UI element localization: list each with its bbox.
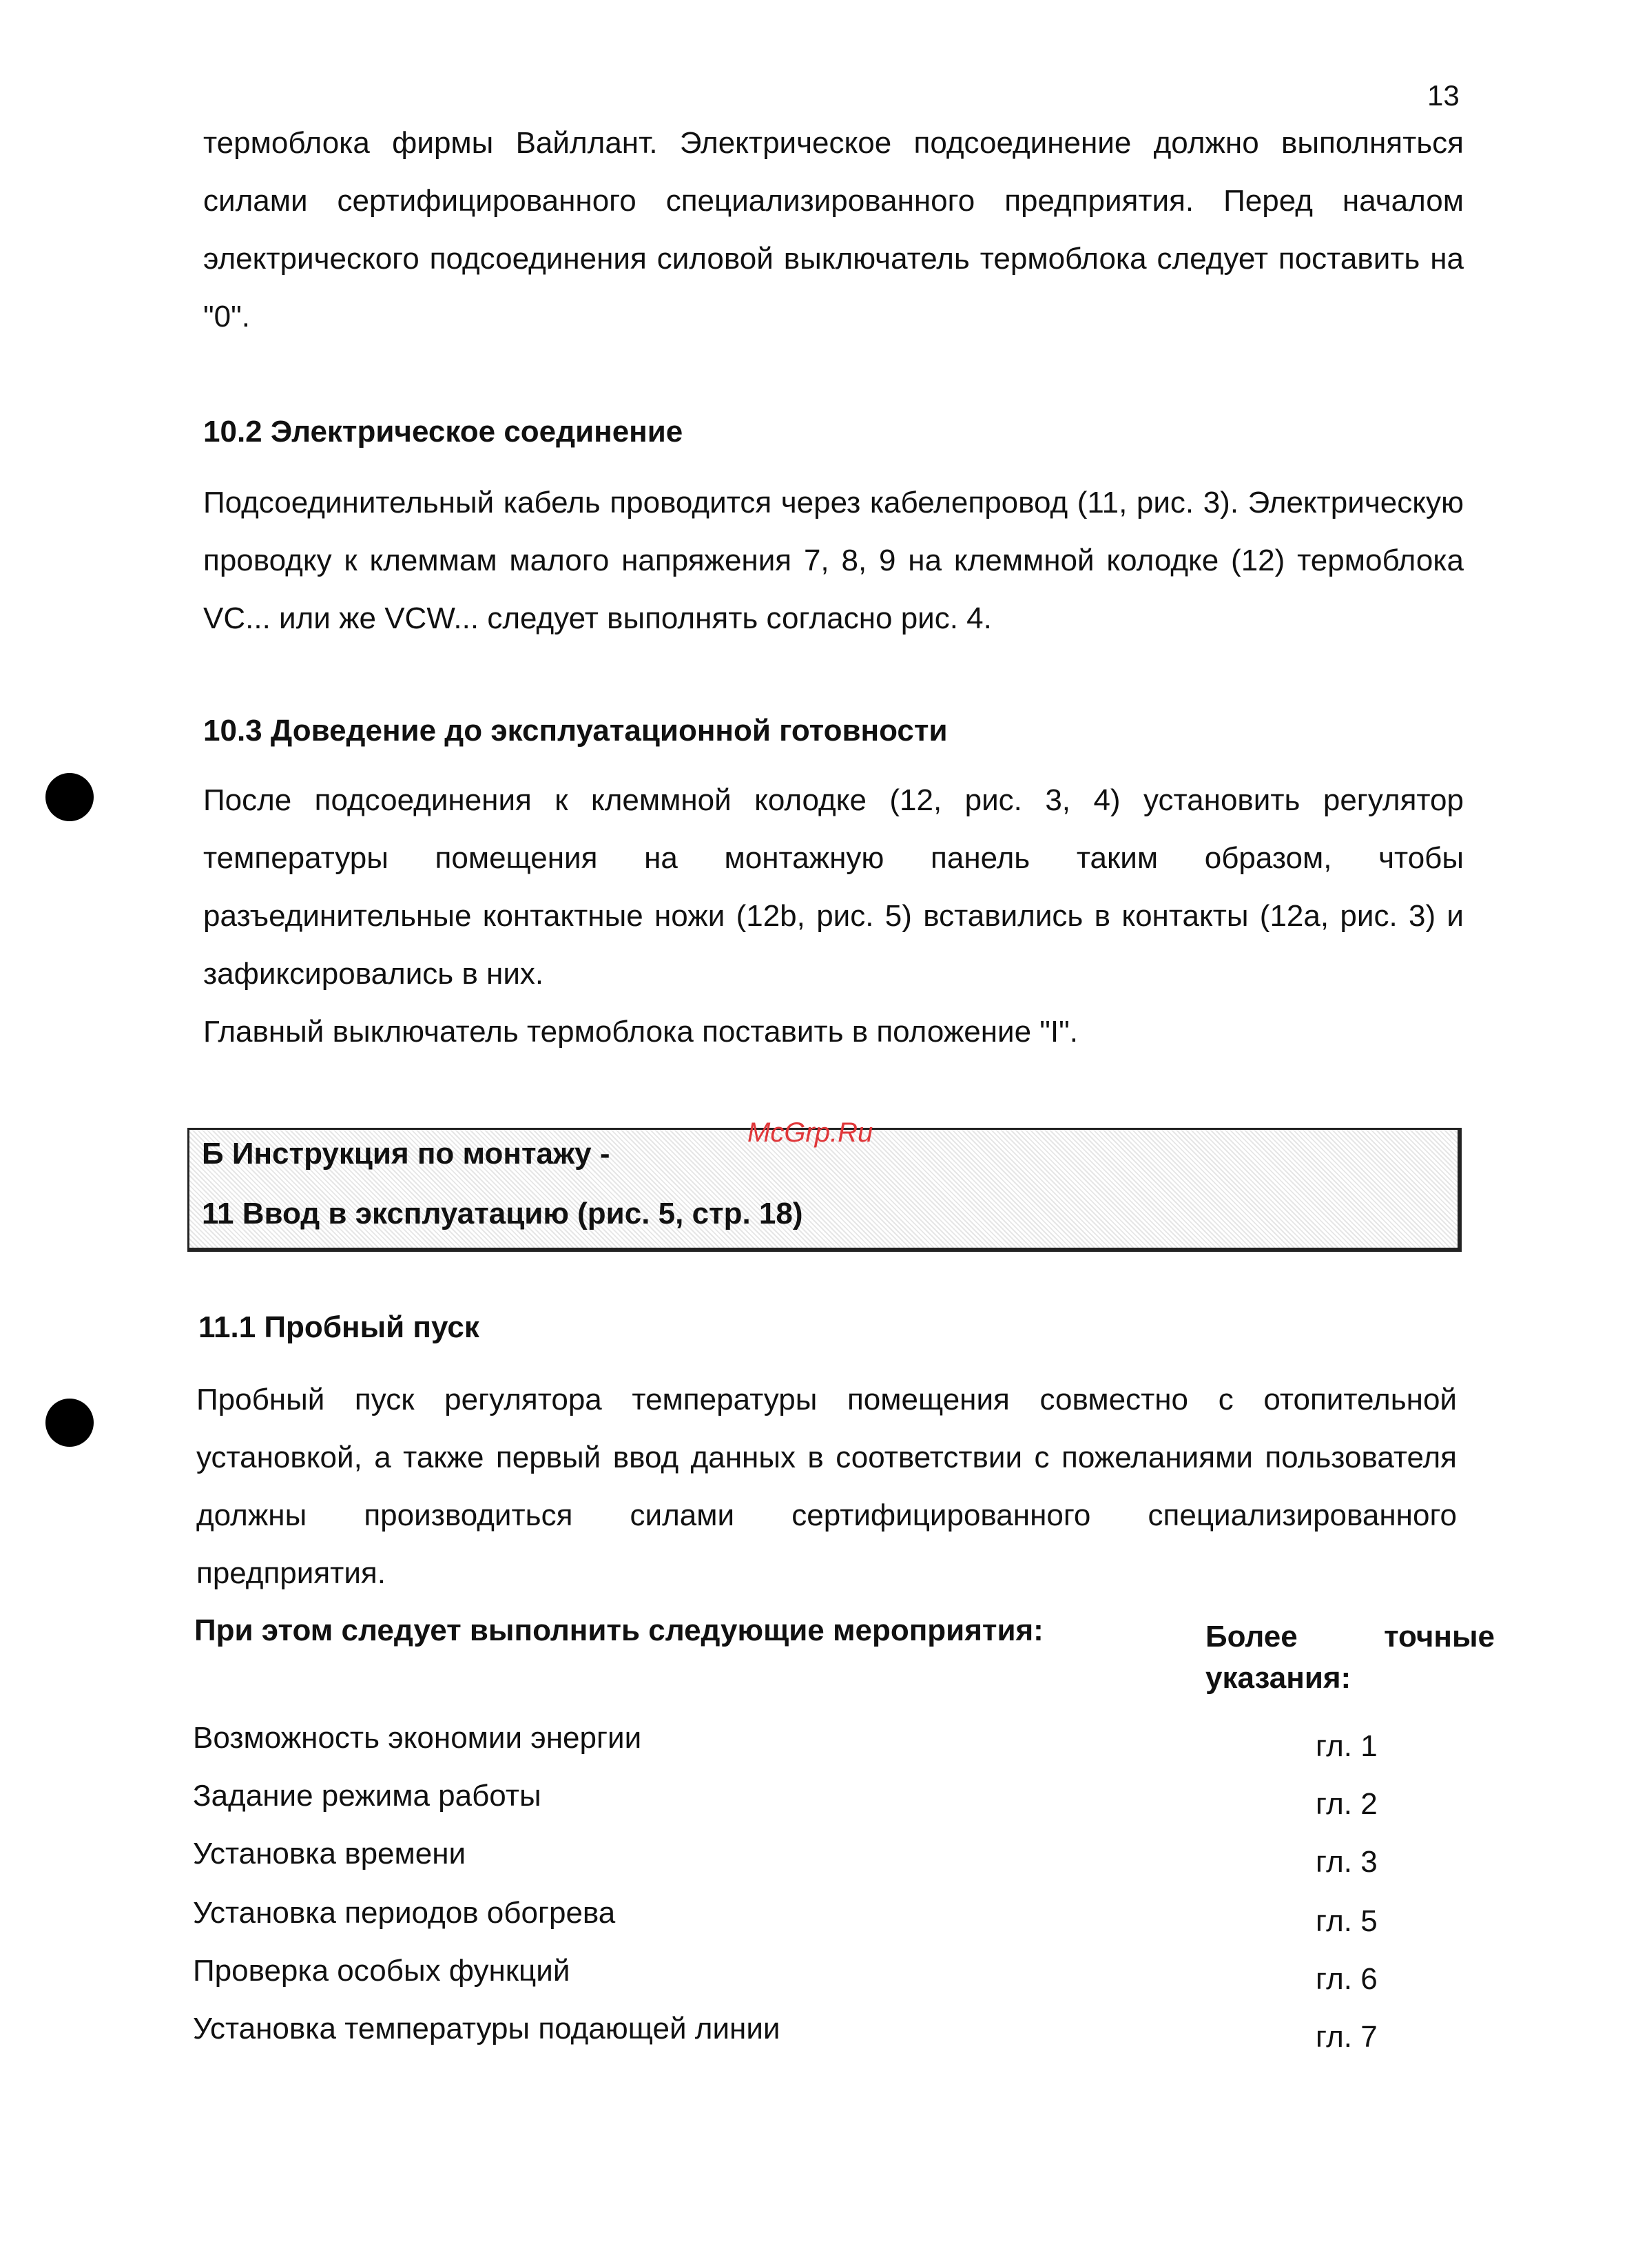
task-label: Проверка особых функций (193, 1954, 570, 1988)
task-label: Установка температуры подающей линии (193, 2012, 780, 2045)
references-header (1205, 1616, 1495, 1699)
task-reference: гл. 7 (1316, 2020, 1378, 2054)
references-header-line-2: указания: (1205, 1661, 1351, 1695)
task-reference: гл. 3 (1316, 1845, 1378, 1879)
task-row (193, 1779, 1398, 1820)
section-10-3-paragraph: После подсоединения к клеммной колодке (12, рис. 3, 4) установить регулятор температуры помещения на монтажную панель таким образом, чтобы разъединительные контактные ножи (12b, рис. 5) вставились в контакты (12a, рис. 3) и зафиксировались в них. (203, 783, 1464, 991)
task-row (193, 1721, 1398, 1762)
task-label: Задание режима работы (193, 1779, 541, 1813)
task-row (193, 2012, 1398, 2053)
intro-paragraph: термоблока фирмы Вайллант. Электрическое подсоединение должно выполняться силами сертифицированного специализированного предприятия. Перед началом электрического подсоединения силовой выключатель термоблока следует поставить на "0". (203, 126, 1464, 333)
task-row (193, 1896, 1398, 1937)
section-10-2-paragraph: Подсоединительный кабель проводится через кабелепровод (11, рис. 3). Электрическую проводку к клеммам малого напряжения 7, 8, 9 на клеммной колодке (12) термоблока VC... или же VCW... следует выполнять согласно рис. 4. (203, 486, 1464, 635)
section-10-3-heading: 10.3 Доведение до эксплуатационной готовности (203, 714, 948, 748)
section-11-1-paragraph: Пробный пуск регулятора температуры помещения совместно с отопительной установкой, а также первый ввод данных в соответствии с пожеланиями пользователя должны производиться силами сертифицированного специализированного предприятия. (196, 1383, 1457, 1590)
task-label: Установка времени (193, 1837, 466, 1870)
task-row (193, 1837, 1398, 1878)
box-title-line-2: 11 Ввод в эксплуатацию (рис. 5, стр. 18) (202, 1197, 803, 1230)
section-10-3-paragraph-2: Главный выключатель термоблока поставить в положение "I". (203, 1015, 1078, 1049)
box-title-line-1: Б Инструкция по монтажу - (202, 1137, 610, 1171)
task-label: Возможность экономии энергии (193, 1721, 642, 1755)
task-row (193, 1954, 1398, 1995)
section-11-1-heading: 11.1 Пробный пуск (198, 1310, 479, 1344)
task-label: Установка периодов обогрева (193, 1896, 616, 1930)
watermark: McGrp.Ru (747, 1117, 873, 1148)
task-reference: гл. 5 (1316, 1904, 1378, 1938)
task-reference: гл. 1 (1316, 1729, 1378, 1763)
page-number: 13 (1427, 79, 1460, 112)
margin-bullet-dot (45, 1399, 94, 1447)
tasks-header: При этом следует выполнить следующие мероприятия: (194, 1614, 1044, 1647)
section-10-2-heading: 10.2 Электрическое соединение (203, 415, 683, 449)
task-reference: гл. 6 (1316, 1962, 1378, 1996)
task-reference: гл. 2 (1316, 1787, 1378, 1821)
margin-bullet-dot (45, 773, 94, 821)
references-header-line-1: Более точные (1205, 1620, 1495, 1653)
